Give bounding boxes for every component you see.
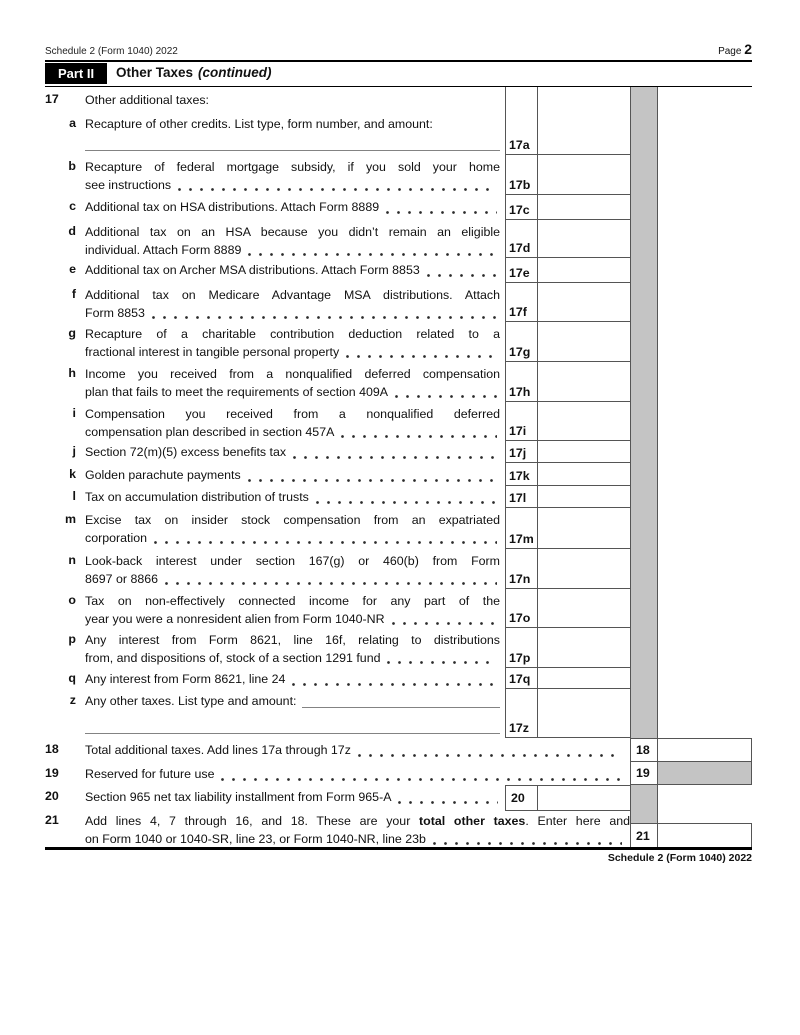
line-17z-box-label: 17z [505, 689, 537, 738]
shaded-column-segment [630, 785, 658, 823]
line-17j-box-label: 17j [505, 441, 537, 463]
line-17k-row [45, 463, 752, 486]
line-17o-box-label: 17o [505, 589, 537, 628]
line-17o-text-line-2: year you were a nonresident alien from Form 1040-NR [85, 611, 385, 626]
line-17g-box-label: 17g [505, 322, 537, 362]
line-20-number: 20 [45, 789, 59, 803]
form-id-footer: Schedule 2 (Form 1040) 2022 [607, 852, 752, 864]
page-indicator [718, 41, 752, 57]
line-17p-text-line-2: from, and dispositions of, stock of a section 1291 fund [85, 650, 381, 665]
line-17h-text-line-2-row [85, 384, 500, 402]
line-17m-text-line-2: corporation [85, 530, 147, 545]
line-17i-text-line-1: Compensation you received from a nonqualified deferred [85, 407, 500, 421]
line-17e-text-block [85, 262, 500, 280]
line-17c-box-label: 17c [505, 195, 537, 220]
page-number: 2 [744, 41, 752, 57]
line-21-text-line-1: Add lines 4, 7 through 16, and 18. These are your total other taxes. Enter here and [85, 814, 630, 828]
line-17b-letter: b [68, 159, 76, 173]
line-17a-amount-box[interactable] [537, 87, 630, 155]
line-17p-text-line-2-row [85, 650, 500, 668]
line-17p-amount-box[interactable] [537, 628, 630, 668]
line-17b-text-line-2-row [85, 177, 500, 195]
line-17m-letter: m [64, 512, 76, 526]
line-17d-letter: d [68, 224, 76, 238]
line-17o-text-block [85, 593, 500, 628]
line-20-box-label: 20 [505, 785, 537, 811]
dot-leader [398, 801, 498, 804]
line-17z-text-line-1-row [85, 693, 500, 711]
line-17c-letter: c [69, 199, 76, 213]
dot-leader [387, 661, 497, 664]
dot-leader [341, 435, 497, 438]
line-21-text-line-2-row [85, 831, 625, 849]
dot-leader [165, 582, 497, 585]
line-17z-writein-line[interactable] [85, 733, 500, 734]
line-18-number: 18 [45, 742, 59, 756]
dot-leader [248, 253, 497, 256]
line-17f-amount-box[interactable] [537, 283, 630, 322]
line-18-text-row [85, 742, 625, 760]
line-17i-text-line-2: compensation plan described in section 457A [85, 424, 335, 439]
line-19-number: 19 [45, 766, 59, 780]
line-17i-box-label: 17i [505, 402, 537, 441]
line-17j-text-line-1-row [85, 444, 500, 462]
line-18-amount-box[interactable] [658, 738, 752, 762]
line-17c-text-line-1: Additional tax on HSA distributions. Attach Form 8889 [85, 200, 380, 214]
part-ii-continued: (continued) [198, 64, 272, 80]
line-17d-box-label: 17d [505, 220, 537, 258]
line-17d-amount-box[interactable] [537, 220, 630, 258]
line-17a-row [45, 87, 752, 155]
line-17f-row [45, 283, 752, 322]
dot-leader [154, 541, 497, 544]
line-17h-text-line-1: Income you received from a nonqualified deferred compensation [85, 367, 500, 381]
line-17c-row [45, 195, 752, 220]
line-21-text-line-2: on Form 1040 or 1040-SR, line 23, or Form 1040-NR, line 23b [85, 831, 426, 846]
line-18-box-label: 18 [630, 738, 658, 762]
line-17e-text-line-1-row [85, 262, 500, 280]
page-label: Page [718, 46, 742, 57]
line-17o-amount-box[interactable] [537, 589, 630, 628]
line-17n-text-block [85, 553, 500, 588]
line-17j-row [45, 441, 752, 463]
line-19-reserved-shaded-box [658, 762, 752, 785]
part-ii-title: Other Taxes (continued) [116, 64, 272, 80]
line-17g-letter: g [68, 326, 76, 340]
line-17d-text-line-2-row [85, 242, 500, 260]
line-17a-writein-line[interactable] [85, 150, 500, 151]
line-17e-text-line-1: Additional tax on Archer MSA distributions. Attach Form 8853 [85, 263, 420, 277]
line-17l-row [45, 486, 752, 508]
line-17d-text-line-1: Additional tax on an HSA because you didn’t remain an eligible [85, 225, 500, 239]
line-17z-letter: z [69, 693, 76, 707]
line-17-number: 17 [45, 92, 59, 106]
line-17q-letter: q [68, 671, 76, 685]
line-17j-text-line-1: Section 72(m)(5) excess benefits tax [85, 445, 287, 459]
line-17b-text-line-2: see instructions [85, 177, 172, 192]
line-17e-box-label: 17e [505, 258, 537, 283]
line-17o-text-line-2-row [85, 611, 500, 629]
line-17n-text-line-1: Look-back interest under section 167(g) or 460(b) from Form [85, 554, 500, 568]
line-17g-text-line-1: Recapture of a charitable contribution deduction related to a [85, 327, 500, 341]
dot-leader [292, 683, 497, 686]
line-18-text: Total additional taxes. Add lines 17a through 17z [85, 743, 351, 757]
dot-leader [358, 754, 622, 757]
line-17q-text-line-1-row [85, 671, 500, 689]
line-17p-text-block [85, 632, 500, 667]
line-17d-text-block [85, 224, 500, 259]
dot-leader [346, 355, 497, 358]
dot-leader [152, 316, 497, 319]
line-17l-letter: l [72, 489, 76, 503]
line-20-text: Section 965 net tax liability installment from Form 965-A [85, 790, 392, 804]
line-17g-text-block [85, 326, 500, 361]
line-17n-amount-box[interactable] [537, 549, 630, 589]
line-17i-row [45, 402, 752, 441]
dot-leader [293, 456, 497, 459]
line-17p-letter: p [68, 632, 76, 646]
dot-leader [178, 188, 497, 191]
line-17f-box-label: 17f [505, 283, 537, 322]
lines-18-21-section [45, 738, 752, 847]
line-17g-text-line-2: fractional interest in tangible personal property [85, 344, 340, 359]
line-17l-box-label: 17l [505, 486, 537, 508]
line-17q-text-line-1: Any interest from Form 8621, line 24 [85, 672, 286, 686]
line-17m-text-line-2-row [85, 530, 500, 548]
line-17d-row [45, 220, 752, 258]
dot-leader [248, 479, 497, 482]
bottom-rule [45, 847, 752, 850]
line-17f-letter: f [71, 287, 76, 301]
line-17n-text-line-2-row [85, 571, 500, 589]
dot-leader [395, 395, 497, 398]
line-20-amount-box[interactable] [537, 785, 630, 811]
line-17h-text-line-2: plan that fails to meet the requirements of section 409A [85, 384, 389, 399]
line-17n-row [45, 549, 752, 589]
line-17b-text-line-1: Recapture of federal mortgage subsidy, if you sold your home [85, 160, 500, 174]
line-17c-text-block [85, 199, 500, 217]
line-17z-row [45, 689, 752, 738]
line-17m-amount-box[interactable] [537, 508, 630, 549]
dot-leader [221, 778, 622, 781]
line-17k-box-label: 17k [505, 463, 537, 486]
line-19-box-label: 19 [630, 762, 658, 785]
line-17j-amount-box[interactable] [537, 441, 630, 463]
line-17h-text-block [85, 366, 500, 401]
part-ii-chip: Part II [45, 63, 107, 85]
line-17i-letter: i [72, 406, 76, 420]
part-ii-banner [45, 63, 752, 86]
line-17p-row [45, 628, 752, 668]
dot-leader [386, 211, 497, 214]
line-17b-row [45, 155, 752, 195]
line-17z-writein-line-inline[interactable] [302, 693, 500, 708]
line-17a-box-label: 17a [505, 87, 537, 155]
line-17m-text-block [85, 512, 500, 547]
line-17b-box-label: 17b [505, 155, 537, 195]
line-17n-text-line-2: 8697 or 8866 [85, 571, 159, 586]
line-17q-amount-box[interactable] [537, 668, 630, 689]
line-17k-text-block [85, 467, 500, 485]
line-20-text-row [85, 789, 501, 807]
line-17q-box-label: 17q [505, 668, 537, 689]
line-17e-amount-box[interactable] [537, 258, 630, 283]
line-17l-text-line-1: Tax on accumulation distribution of trusts [85, 490, 309, 504]
line-17q-text-block [85, 671, 500, 689]
line-17n-box-label: 17n [505, 549, 537, 589]
line-17f-text-line-1: Additional tax on Medicare Advantage MSA distributions. Attach [85, 288, 500, 302]
line-17p-box-label: 17p [505, 628, 537, 668]
line-17g-text-line-2-row [85, 344, 500, 362]
line-17-subtable [45, 87, 752, 738]
line-17f-text-line-2: Form 8853 [85, 305, 145, 320]
line-21-box-label: 21 [630, 823, 658, 847]
line-17o-row [45, 589, 752, 628]
line-17h-row [45, 362, 752, 402]
line-17i-text-line-2-row [85, 424, 500, 442]
line-17n-letter: n [68, 553, 76, 567]
line-17e-row [45, 258, 752, 283]
line-21-number: 21 [45, 813, 59, 827]
line-17m-row [45, 508, 752, 549]
line-17a-text-line-1: Recapture of other credits. List type, form number, and amount: [85, 117, 433, 131]
line-21-amount-box[interactable] [658, 823, 752, 847]
dot-leader [433, 842, 622, 845]
line-17g-amount-box[interactable] [537, 322, 630, 362]
line-17-text: Other additional taxes: [85, 93, 209, 107]
line-17f-text-line-2-row [85, 305, 500, 323]
form-id-header: Schedule 2 (Form 1040) 2022 [45, 46, 178, 57]
line-17k-amount-box[interactable] [537, 463, 630, 486]
line-17l-text-line-1-row [85, 489, 500, 507]
line-17l-text-block [85, 489, 500, 507]
line-17m-text-line-1: Excise tax on insider stock compensation from an expatriated [85, 513, 500, 527]
line-17k-text-line-1: Golden parachute payments [85, 468, 241, 482]
line-17q-row [45, 668, 752, 689]
line-17c-amount-box[interactable] [537, 195, 630, 220]
line-17o-letter: o [68, 593, 76, 607]
line-19-text: Reserved for future use [85, 767, 215, 781]
line-17h-letter: h [68, 366, 76, 380]
line-17d-text-line-2: individual. Attach Form 8889 [85, 242, 242, 257]
line-17z-amount-box[interactable] [537, 689, 630, 738]
line-17j-letter: j [72, 444, 76, 458]
line-17z-text-line-1: Any other taxes. List type and amount: [85, 694, 297, 708]
line-17k-letter: k [69, 467, 76, 481]
line-17b-amount-box[interactable] [537, 155, 630, 195]
dot-leader [392, 622, 497, 625]
line-17b-text-block [85, 159, 500, 194]
dot-leader [427, 274, 497, 277]
line-17j-text-block [85, 444, 500, 462]
line-21-bold-phrase: total other taxes [419, 814, 526, 828]
line-17i-amount-box[interactable] [537, 402, 630, 441]
line-21-text-block [85, 813, 630, 848]
line-17i-text-block [85, 406, 500, 441]
line-17k-text-line-1-row [85, 467, 500, 485]
line-17e-letter: e [69, 262, 76, 276]
line-17o-text-line-1: Tax on non-effectively connected income for any part of the [85, 594, 500, 608]
line-17h-box-label: 17h [505, 362, 537, 402]
line-17p-text-line-1: Any interest from Form 8621, line 16f, relating to distributions [85, 633, 500, 647]
line-17m-box-label: 17m [505, 508, 537, 549]
dot-leader [316, 501, 497, 504]
line-17f-text-block [85, 287, 500, 322]
line-17a-letter: a [69, 116, 76, 130]
line-17c-text-line-1-row [85, 199, 500, 217]
line-19-text-row [85, 766, 625, 784]
line-17a-text-block [85, 116, 500, 134]
line-17g-row [45, 322, 752, 362]
line-17l-amount-box[interactable] [537, 486, 630, 508]
line-17z-text-block [85, 693, 500, 711]
line-17h-amount-box[interactable] [537, 362, 630, 402]
